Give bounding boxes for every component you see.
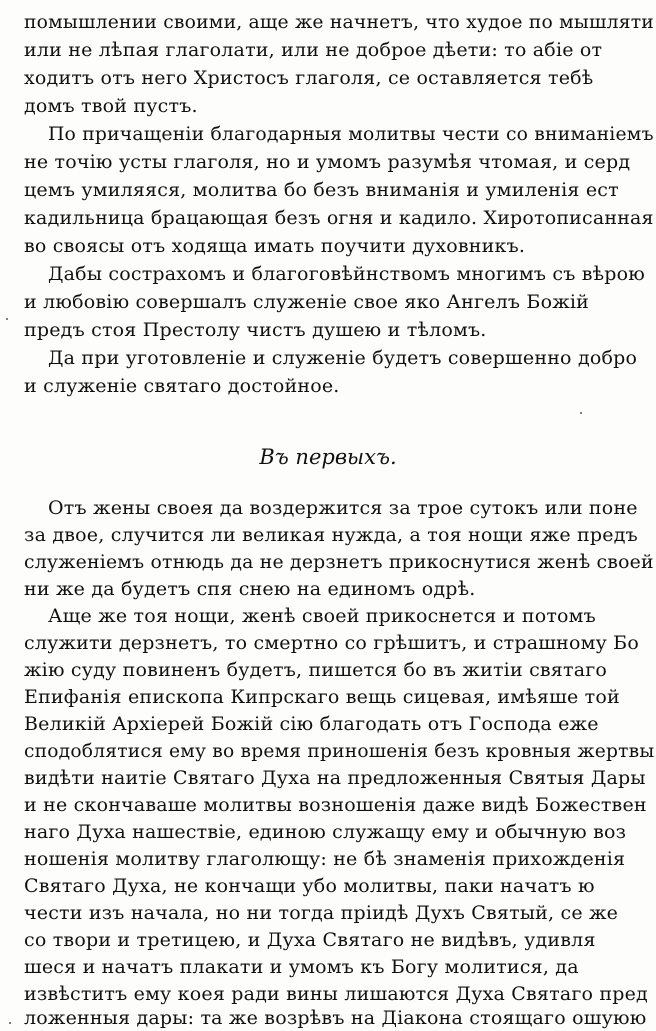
text-line: Аще же тоя нощи, женѣ своей прикоснется и потомъ — [48, 605, 596, 627]
text-line: извѣститъ ему коея ради вины лишаются Духа Святаго пред — [24, 983, 648, 1005]
text-line: ложенныя дары: та же возрѣвъ на Діакона стоящаго ошуюю — [24, 1007, 647, 1029]
print-speck — [9, 1022, 11, 1024]
text-line: во своясы отъ ходяща имать поучити духовникъ. — [24, 235, 526, 257]
text-line: домъ твой пустъ. — [24, 95, 198, 117]
text-line: видѣти наитіе Святаго Духа на предложенныя Святыя Дары — [24, 767, 646, 789]
text-line: Да при уготовленіе и служеніе будетъ совершенно добро — [48, 347, 638, 369]
text-line: ходитъ отъ него Христосъ глаголя, се оставляется тебѣ — [24, 67, 594, 89]
text-line: предъ стоя Престолу чистъ душею и тѣломъ. — [24, 319, 487, 341]
text-line: или не лѣпая глаголати, или не доброе дѣети: то абіе от — [24, 39, 603, 61]
text-line: Отъ жены своея да воздержится за трое сутокъ или поне — [48, 497, 638, 519]
text-line: цемъ умиляяся, молитва бо безъ вниманія и умиленія ест — [24, 179, 619, 201]
text-line: ношенія молитву глаголющу: не бѣ знаменія прихожденія — [24, 848, 626, 870]
text-line: чести изъ начала, но ни тогда пріидѣ Духъ Святый, се же — [24, 902, 619, 924]
text-line: за двое, случится ли великая нужда, а тоя нощи яже предъ — [24, 524, 638, 546]
text-line: Епифанія епископа Кипрскаго вещь сицевая, имѣяше той — [24, 686, 620, 708]
text-line: помышлении своими, аще же начнетъ, что худое по мышляти — [24, 11, 654, 33]
text-line: шеся и начатъ плакати и умомъ къ Богу молитися, да — [24, 956, 579, 978]
text-line: По причащеніи благодарныя молитвы чести со вниманіемъ — [48, 123, 654, 145]
text-line: ни же да будетъ спя снею на единомъ одрѣ. — [24, 578, 476, 600]
print-speck — [6, 318, 8, 320]
text-line: кадильница брацающая безъ огня и кадило. Хиротописанная — [24, 207, 654, 229]
text-line: и служеніе святаго достойное. — [24, 375, 340, 397]
print-speck — [580, 412, 582, 414]
text-line: жію суду повиненъ будетъ, пишется бо въ житіи святаго — [24, 659, 608, 681]
text-line: служеніемъ отнюдь да не дерзнетъ прикоснутися женѣ своей — [24, 551, 654, 573]
text-line: сподоблятися ему во время приношенія безъ кровныя жертвы — [24, 740, 655, 762]
text-line: и не скончаваше молитвы возношенія даже видѣ Божествен — [24, 794, 647, 816]
text-line: служити дерзнетъ, то смертно со грѣшитъ, и страшному Бо — [24, 632, 639, 654]
text-line: Великій Архіерей Божій сію благодать отъ Господа еже — [24, 713, 599, 735]
text-line: Святаго Духа, не кончащи убо молитвы, паки начатъ ю — [24, 875, 595, 897]
section-heading: Въ первыхъ. — [259, 445, 397, 469]
text-line: со твори и третицею, и Духа Святаго не видѣвъ, удивля — [24, 929, 596, 951]
text-line: и любовію совершалъ служеніе свое яко Ангелъ Божій — [24, 291, 590, 313]
text-line: наго Духа нашествіе, единою служащу ему и обычную воз — [24, 821, 627, 843]
text-line: не точію усты глаголя, но и умомъ разумѣя чтомая, и серд — [24, 151, 631, 173]
text-line: Дабы сострахомъ и благоговѣйнствомъ многимъ съ вѣрою — [48, 263, 646, 285]
